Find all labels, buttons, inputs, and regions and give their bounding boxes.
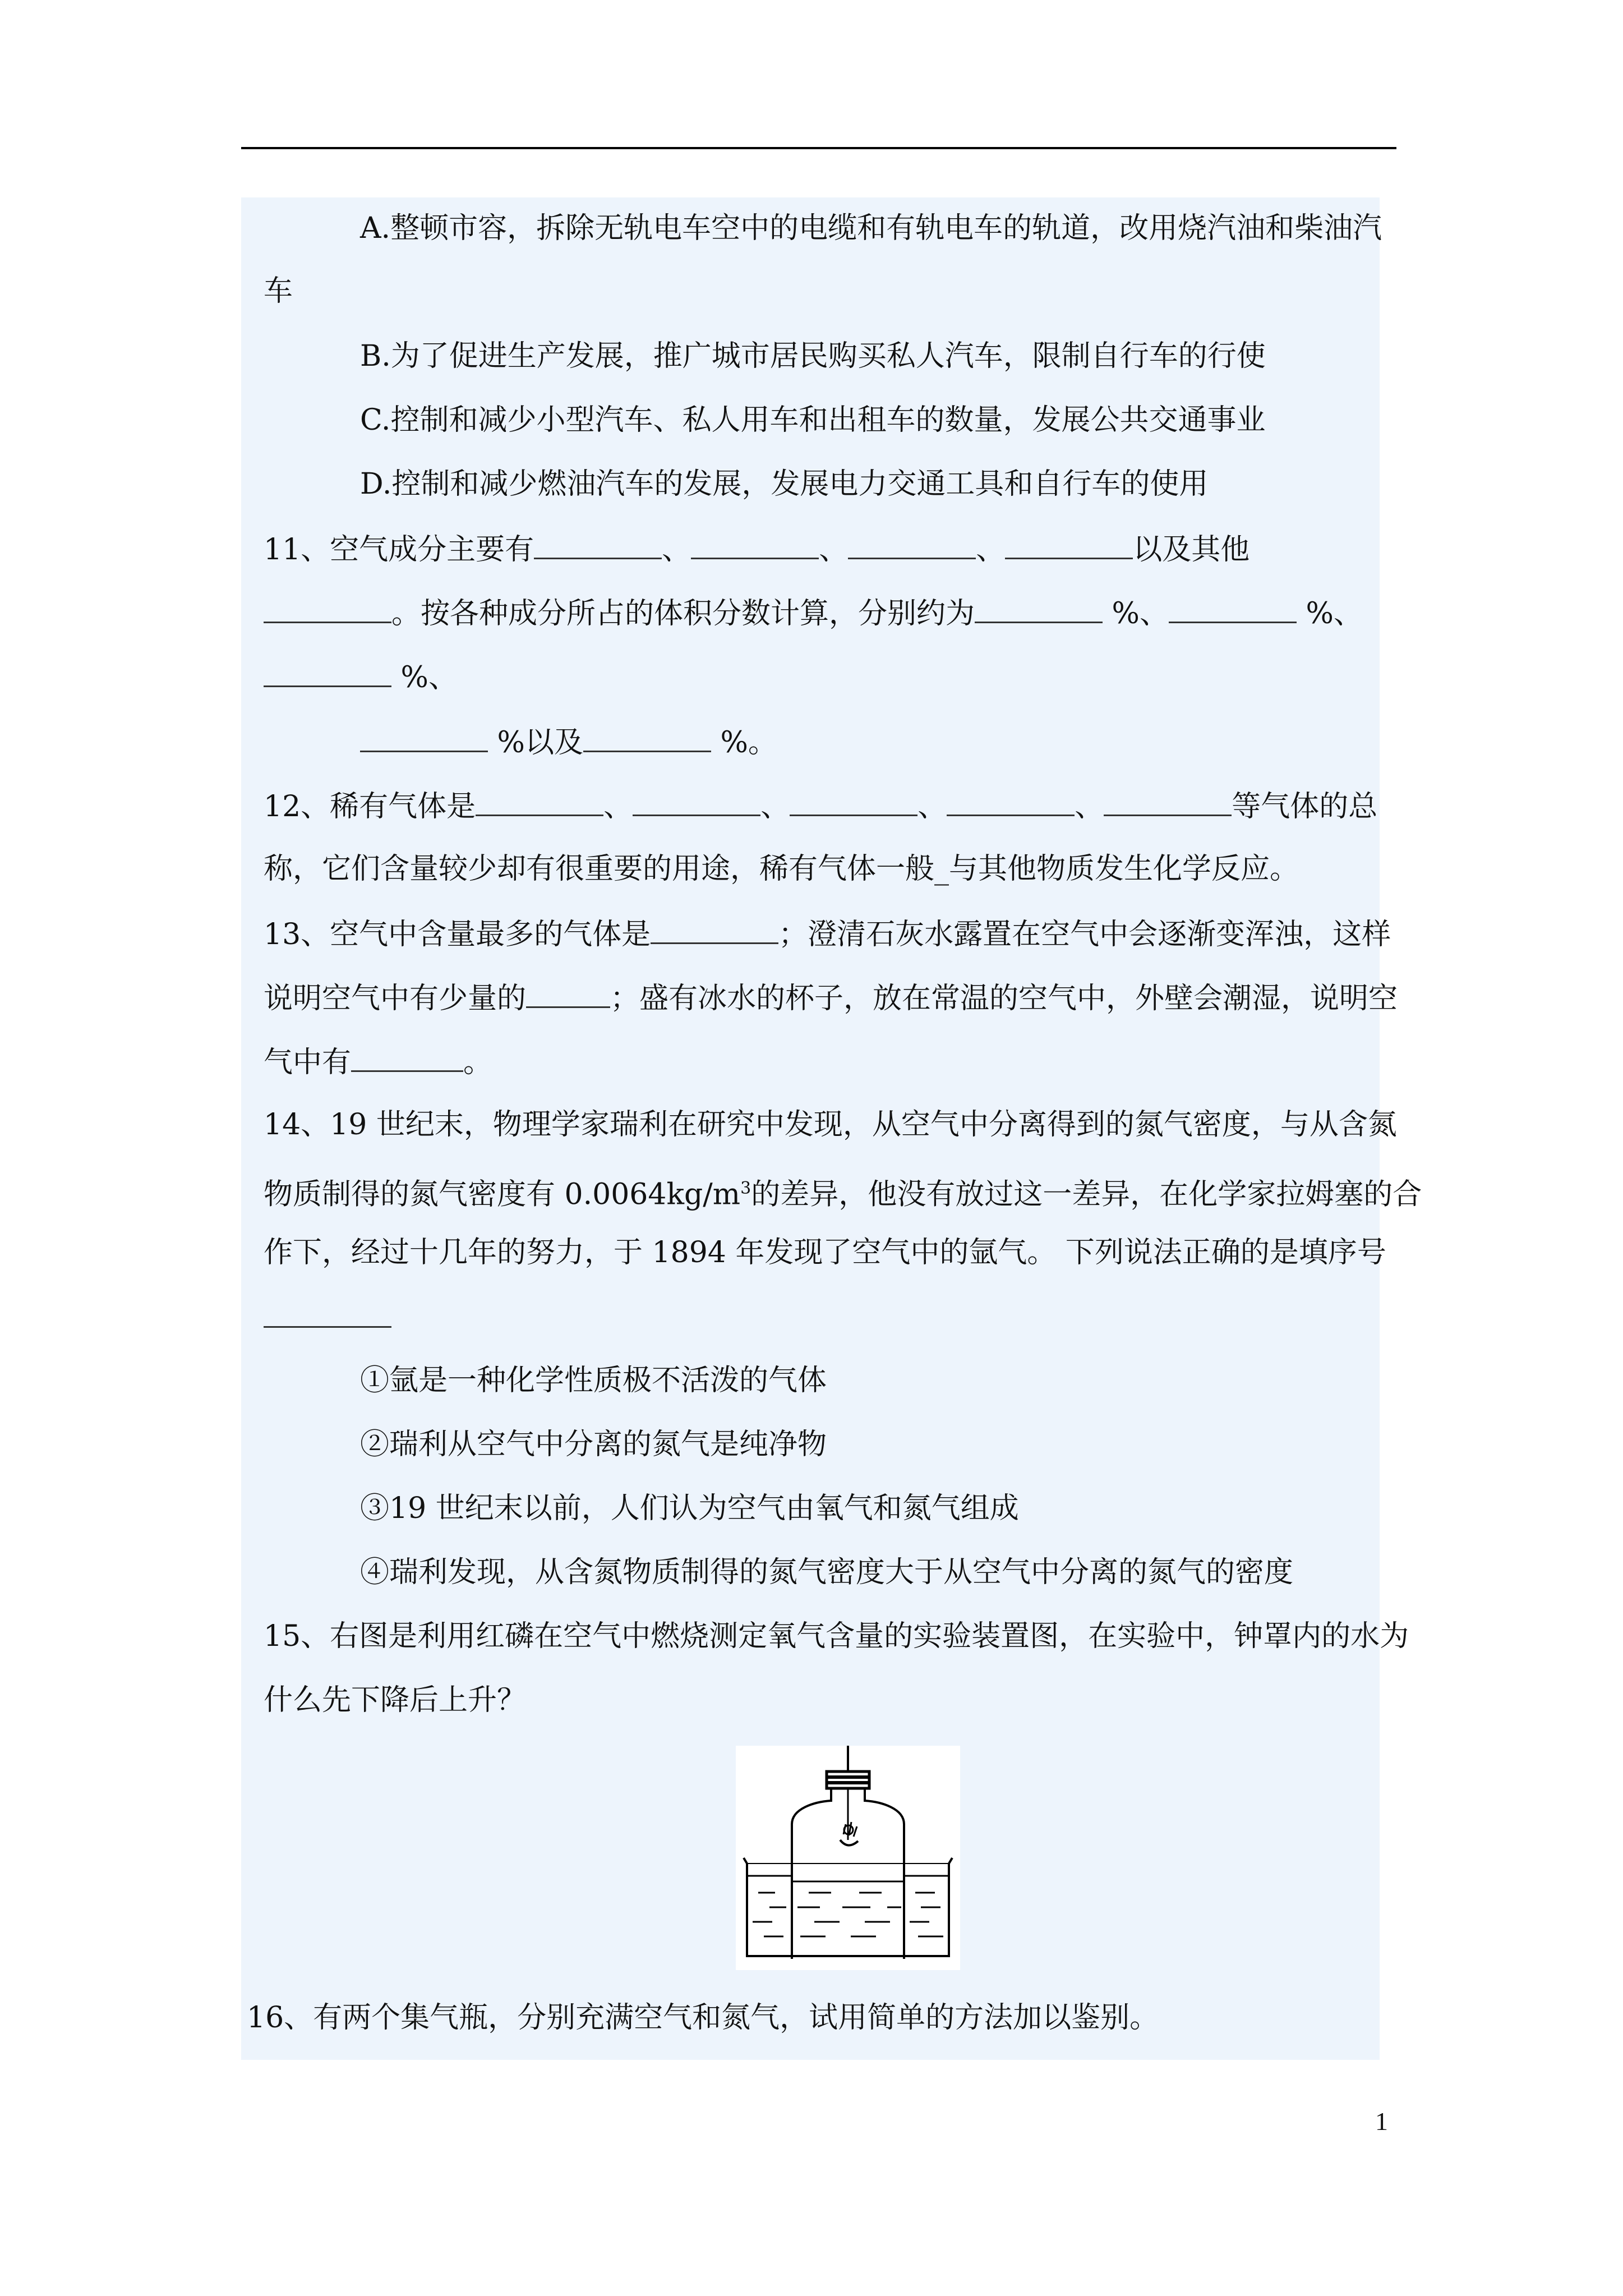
q12-tail: 等气体的总 xyxy=(1232,790,1378,823)
q11-blank-7[interactable] xyxy=(1169,592,1297,623)
header-rule xyxy=(241,147,1396,149)
q13-blank-2[interactable] xyxy=(526,977,610,1008)
q10-option-b: B.为了促进生产发展，推广城市居民购买私人汽车，限制自行车的行使 xyxy=(360,339,1266,373)
separator: 、 xyxy=(819,533,849,567)
q14-line2 xyxy=(264,1169,1422,1214)
q10-option-a-line2: 车 xyxy=(264,274,293,308)
q11-blank-6[interactable] xyxy=(975,592,1103,623)
q12-blank-5[interactable] xyxy=(1104,785,1232,816)
q10-option-c: C.控制和减少小型汽车、私人用车和出租车的数量，发展公共交通事业 xyxy=(360,403,1266,437)
q14-statement-4: ④瑞利发现，从含氮物质制得的氮气密度大于从空气中分离的氮气的密度 xyxy=(360,1556,1294,1589)
q16-line1: 16、有两个集气瓶，分别充满空气和氮气，试用简单的方法加以鉴别。 xyxy=(247,2001,1159,2035)
percent-sign: %、 xyxy=(391,661,458,694)
q12-line2: 称，它们含量较少却有很重要的用途，稀有气体一般_与其他物质发生化学反应。 xyxy=(264,852,1299,886)
page-number: 1 xyxy=(1375,2107,1388,2136)
q15-line2: 什么先下降后上升？ xyxy=(264,1683,527,1717)
q14-statement-1: ①氩是一种化学性质极不活泼的气体 xyxy=(360,1364,827,1397)
q11-prefix: 11、空气成分主要有 xyxy=(264,533,534,567)
q12-prefix: 12、稀有气体是 xyxy=(264,790,476,823)
q13-line3-end: 。 xyxy=(463,1046,493,1079)
q11-mid: 。按各种成分所占的体积分数计算，分别约为 xyxy=(391,597,975,631)
q13-prefix: 13、空气中含量最多的气体是 xyxy=(264,918,651,951)
separator: 、 xyxy=(976,533,1006,567)
q11-blank-1[interactable] xyxy=(534,528,662,559)
percent-sign: %、 xyxy=(1296,597,1363,631)
q14-line2-a: 物质制得的氮气密度有 0.0064kg/m xyxy=(264,1177,741,1212)
q14-statement-3: ③19 世纪末以前，人们认为空气由氧气和氮气组成 xyxy=(360,1492,1019,1525)
separator: 、 xyxy=(1075,790,1104,823)
q13-mid2: ；盛有冰水的杯子，放在常温的空气中，外壁会潮湿，说明空 xyxy=(610,982,1398,1015)
percent-end: %。 xyxy=(711,726,777,760)
q13-line3 xyxy=(264,1041,1374,1082)
q12-blank-2[interactable] xyxy=(633,785,760,816)
q11-blank-2[interactable] xyxy=(691,528,819,559)
q11-blank-8[interactable] xyxy=(264,656,391,687)
q14-statement-2: ②瑞利从空气中分离的氮气是纯净物 xyxy=(360,1428,827,1461)
q13-line3-prefix: 气中有 xyxy=(264,1046,352,1079)
q11-blank-10[interactable] xyxy=(583,721,711,752)
q14-line4 xyxy=(264,1297,1374,1338)
q11-blank-5[interactable] xyxy=(264,592,391,623)
q15-line1: 15、右图是利用红磷在空气中燃烧测定氧气含量的实验装置图，在实验中，钟罩内的水为 xyxy=(264,1619,1409,1653)
q11-blank-9[interactable] xyxy=(360,721,488,752)
q14-blank[interactable] xyxy=(264,1297,391,1328)
q12-blank-3[interactable] xyxy=(790,785,917,816)
separator: 、 xyxy=(760,790,790,823)
document-body xyxy=(241,197,1422,2060)
q13-line2-prefix: 说明空气中有少量的 xyxy=(264,982,527,1015)
apparatus-figure xyxy=(736,1746,960,1970)
q13-blank-1[interactable] xyxy=(651,913,778,944)
q13-blank-3[interactable] xyxy=(351,1041,463,1072)
q11-blank-3[interactable] xyxy=(848,528,976,559)
q11-tail: 以及其他 xyxy=(1133,533,1250,567)
q12-line1 xyxy=(264,785,1378,826)
q11-line1 xyxy=(264,528,1374,569)
q14-line1: 14、19 世纪末，物理学家瑞利在研究中发现，从空气中分离得到的氮气密度，与从含氮 xyxy=(264,1108,1397,1142)
q13-line2 xyxy=(264,977,1398,1018)
percent-and: %以及 xyxy=(488,726,583,760)
percent-sign: %、 xyxy=(1103,597,1169,631)
separator: 、 xyxy=(917,790,947,823)
separator: 、 xyxy=(603,790,633,823)
q11-line3 xyxy=(264,656,1374,697)
q14-line3: 作下，经过十几年的努力，于 1894 年发现了空气中的氩气。 下列说法正确的是填序号 xyxy=(264,1236,1386,1269)
q10-option-d: D.控制和减少燃油汽车的发展，发展电力交通工具和自行车的使用 xyxy=(360,467,1209,501)
bell-jar-apparatus-icon xyxy=(736,1746,960,1970)
q11-line4 xyxy=(360,721,1470,762)
q11-line2 xyxy=(264,592,1374,633)
q13-mid1: ；澄清石灰水露置在空气中会逐渐变浑浊，这样 xyxy=(778,918,1391,951)
q12-blank-4[interactable] xyxy=(947,785,1075,816)
q14-line2-b: 的差异，他没有放过这一差异，在化学家拉姆塞的合 xyxy=(751,1177,1422,1212)
superscript: 3 xyxy=(740,1179,751,1198)
q13-line1 xyxy=(264,913,1391,954)
q12-blank-1[interactable] xyxy=(476,785,603,816)
q11-blank-4[interactable] xyxy=(1005,528,1133,559)
q10-option-a-line1: A.整顿市容，拆除无轨电车空中的电缆和有轨电车的轨道，改用烧汽油和柴油汽 xyxy=(360,211,1382,245)
separator: 、 xyxy=(662,533,691,567)
